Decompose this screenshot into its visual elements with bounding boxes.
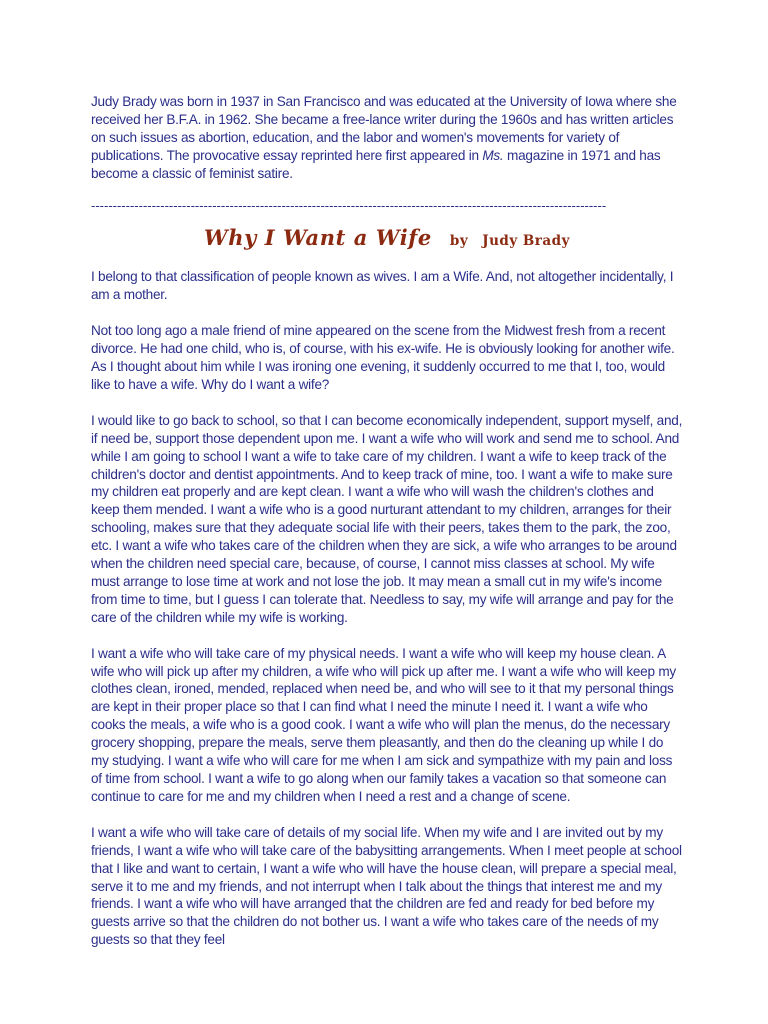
- essay-paragraph: Not too long ago a male friend of mine appeared on the scene from the Midwest fresh from a recent divorce. He had one child, who is, of course, with his ex-wife. He is obviously looking for another wife. As I thought about him while I was ironing one evening, it suddenly occurred to me that I, too, would like to have a wife. Why do I want a wife?: [91, 323, 675, 392]
- essay-author: Judy Brady: [482, 233, 570, 250]
- essay-title: [91, 225, 683, 251]
- author-intro: [91, 93, 683, 183]
- intro-text-after: magazine in 1971 and has become a classic of feminist satire.: [91, 147, 661, 181]
- essay-title-by: by: [449, 233, 469, 250]
- document-page: [91, 93, 683, 949]
- essay-paragraph: I would like to go back to school, so that I can become economically independent, support myself, and, if need be, support those dependent upon me. I want a wife who will work and send me to school. And while I am going to school I want a wife to take care of my children. I want a wife to keep track of the children's doctor and dentist appointments. And to keep track of mine, too. I want a wife to make sure my children eat properly and are kept clean. I want a wife who will wash the children's clothes and keep them mended. I want a wife who is a good nurturant attendant to my children, arranges for their schooling, makes sure that they adequate social life with their peers, takes them to the park, the zoo, etc. I want a wife who takes care of the children when they are sick, a wife who arranges to be around when the children need special care, because, of course, I cannot miss classes at school. My wife must arrange to lose time at work and not lose the job. It may mean a small cut in my wife's income from time to time, but I guess I can tolerate that. Needless to say, my wife will arrange and pay for the care of the children while my wife is working.: [91, 412, 683, 625]
- intro-text-before: Judy Brady was born in 1937 in San Francisco and was educated at the University of Iowa where she received her B.F.A. in 1962. She became a free-lance writer during the 1960s and has written articles on such issues as abortion, education, and the labor and women's movements for variety of publications. The provocative essay reprinted here first appeared in: [91, 94, 677, 163]
- essay-paragraph: I belong to that classification of people known as wives. I am a Wife. And, not altogether incidentally, I am a mother.: [91, 269, 674, 303]
- essay-title-main: Why I Want a Wife: [204, 225, 432, 251]
- intro-magazine-name: Ms.: [482, 147, 504, 163]
- dashed-divider: -----------------------------------------------------------------------------------------------------------------------: [91, 197, 607, 213]
- essay-paragraph: I want a wife who will take care of details of my social life. When my wife and I are invited out by my friends, I want a wife who will take care of the babysitting arrangements. When I meet people at school that I like and want to certain, I want a wife who will have the house clean, will prepare a special meal, serve it to me and my friends, and not interrupt when I talk about the things that interest me and my friends. I want a wife who will have arranged that the children are fed and ready for bed before my guests arrive so that the children do not bother us. I want a wife who takes care of the needs of my guests so that they feel: [91, 824, 682, 948]
- essay-paragraph: I want a wife who will take care of my physical needs. I want a wife who will keep my house clean. A wife who will pick up after my children, a wife who will pick up after me. I want a wife who will keep my clothes clean, ironed, mended, replaced when need be, and who will see to it that my personal things are kept in their proper place so that I can find what I need the minute I need it. I want a wife who cooks the meals, a wife who is a good cook. I want a wife who will plan the menus, do the necessary grocery shopping, prepare the meals, serve them pleasantly, and then do the cleaning up while I do my studying. I want a wife who will care for me when I am sick and sympathize with my pain and loss of time from school. I want a wife to go along when our family takes a vacation so that someone can continue to care for me and my children when I need a rest and a change of scene.: [91, 645, 676, 804]
